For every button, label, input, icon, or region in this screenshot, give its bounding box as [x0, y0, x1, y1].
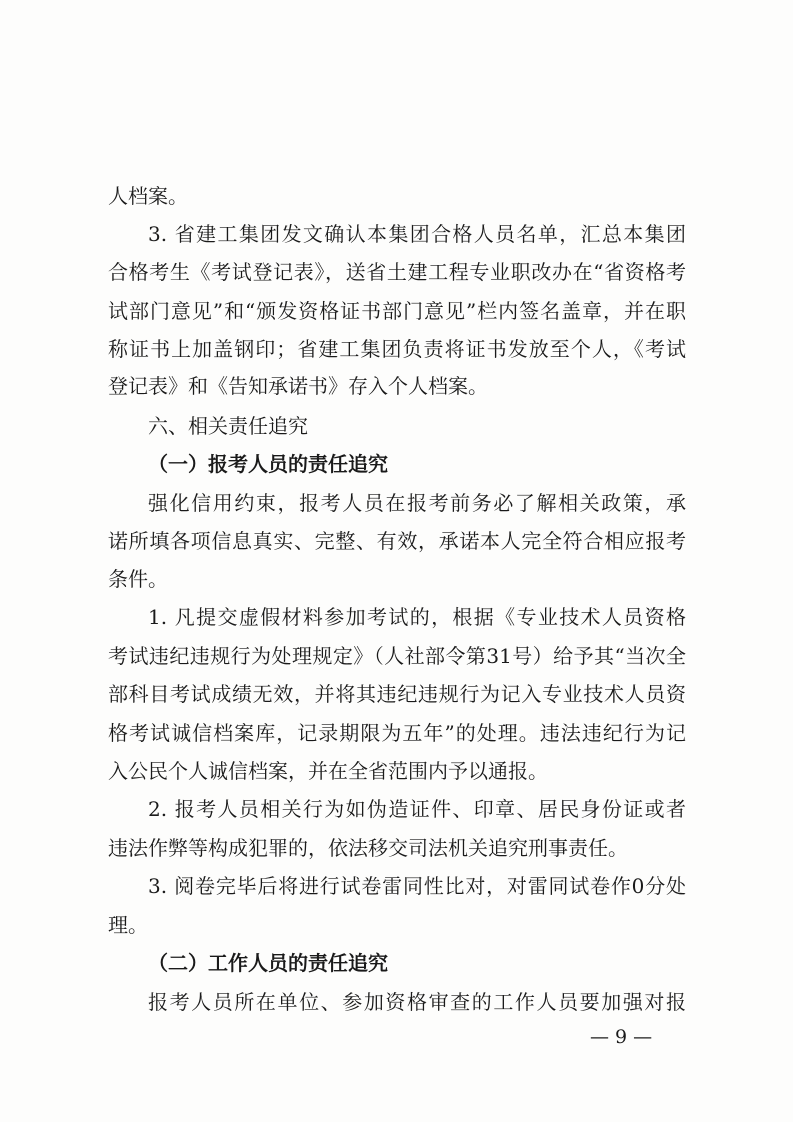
page-number: — 9 —	[590, 1026, 653, 1048]
text-line-10: 诺所填各项信息真实、完整、有效，承诺本人完全符合相应报考	[108, 529, 686, 553]
text-line-1: 人档案。	[108, 184, 188, 208]
text-line-2: 3. 省建工集团发文确认本集团合格人员名单，汇总本集团	[148, 222, 686, 246]
text-line-16: 入公民个人诚信档案，并在全省范围内予以通报。	[108, 759, 548, 783]
text-line-22: 报考人员所在单位、参加资格审查的工作人员要加强对报	[148, 990, 686, 1014]
subsection-heading-2: （二）工作人员的责任追究	[148, 951, 388, 975]
text-line-18: 违法作弊等构成犯罪的，依法移交司法机关追究刑事责任。	[108, 836, 628, 860]
text-line-20: 理。	[108, 913, 148, 937]
text-line-4: 试部门意见”和“颁发资格证书部门意见”栏内签名盖章，并在职	[108, 299, 686, 323]
text-line-15: 格考试诚信档案库，记录期限为五年”的处理。违法违纪行为记	[108, 721, 686, 745]
text-line-5: 称证书上加盖钢印；省建工集团负责将证书发放至个人，《考试	[108, 337, 686, 361]
section-heading-6: 六、相关责任追究	[148, 414, 308, 438]
text-line-3: 合格考生《考试登记表》，送省土建工程专业职改办在“省资格考	[108, 260, 686, 284]
text-line-13: 考试违纪违规行为处理规定》（人社部令第31号）给予其“当次全	[108, 644, 686, 668]
text-line-9: 强化信用约束，报考人员在报考前务必了解相关政策，承	[148, 491, 686, 515]
subsection-heading-1: （一）报考人员的责任追究	[148, 452, 388, 476]
text-line-11: 条件。	[108, 567, 168, 591]
text-line-6: 登记表》和《告知承诺书》存入个人档案。	[108, 374, 488, 398]
text-line-12: 1. 凡提交虚假材料参加考试的，根据《专业技术人员资格	[148, 605, 686, 629]
text-line-14: 部科目考试成绩无效，并将其违纪违规行为记入专业技术人员资	[108, 682, 686, 706]
text-line-17: 2. 报考人员相关行为如伪造证件、印章、居民身份证或者	[148, 797, 686, 821]
text-line-19: 3. 阅卷完毕后将进行试卷雷同性比对，对雷同试卷作0分处	[148, 874, 686, 898]
